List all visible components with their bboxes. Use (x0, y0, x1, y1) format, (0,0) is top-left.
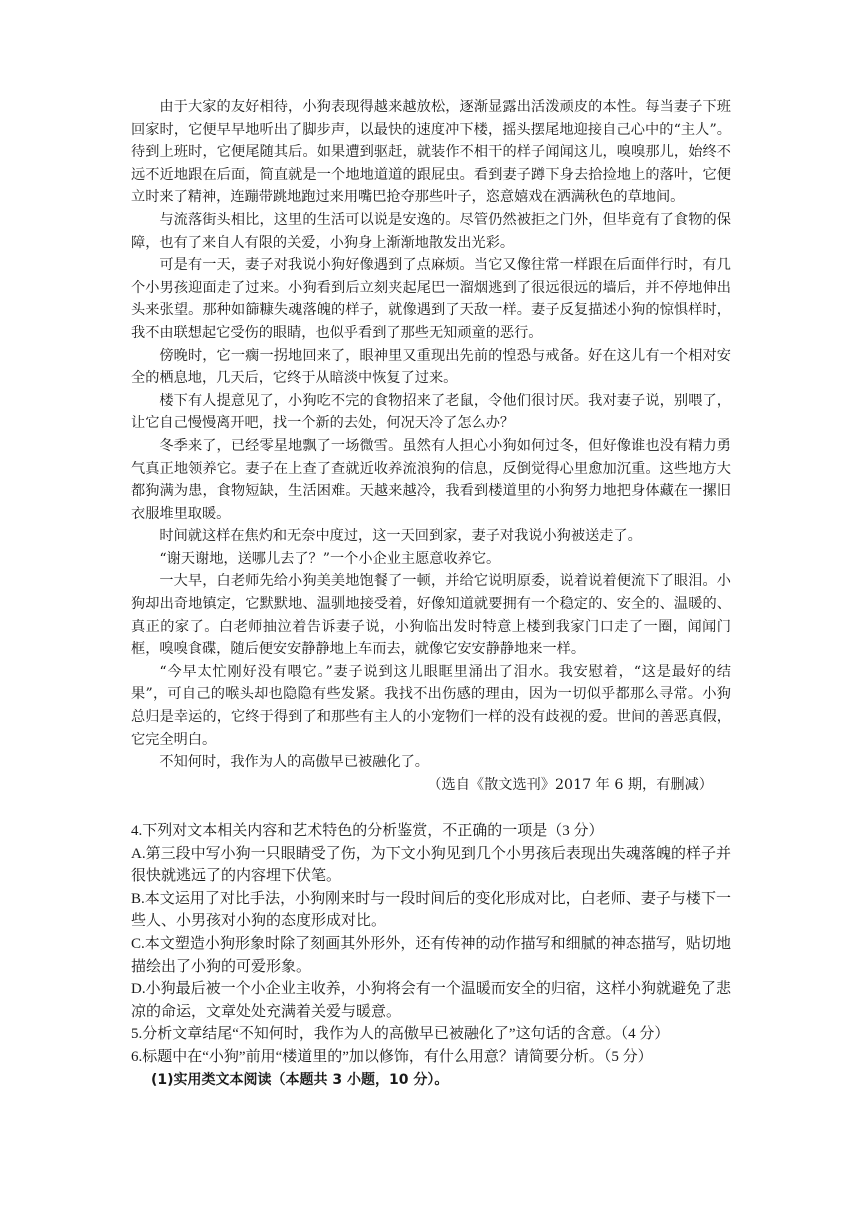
paragraph-10: “今早太忙刚好没有喂它。”妻子说到这儿眼眶里涌出了泪水。我安慰着，“这是最好的结果”，可自己的喉头却也隐隐有些发紧。我找不出伤感的理由，因为一切似乎都那么寻常。小狗总归是幸运的，它终于得到了和那些有主人的小宠物们一样的没有歧视的爱。世间的善恶真假，它完全明白。 (131, 663, 731, 748)
paragraph-8: “谢天谢地，送哪儿去了？”一个小企业主愿意收养它。 (159, 550, 501, 567)
paragraph-6: 冬季来了，已经零星地飘了一场微雪。虽然有人担心小狗如何过冬，但好像谁也没有精力勇气真正地领养它。妻子在上查了查就近收养流浪狗的信息，反倒觉得心里愈加沉重。这些地方大都狗满为患，食物短缺，生活困难。天越来越冷，我看到楼道里的小狗努力地把身体藏在一摞旧衣服堆里取暖。 (131, 437, 731, 522)
question-4-option-c: C.本文塑造小狗形象时除了刻画其外形外，还有传神的动作描写和细腻的神态描写，贴切地描绘出了小狗的可爱形象。 (131, 935, 731, 975)
paragraph-2: 与流落街头相比，这里的生活可以说是安逸的。尽管仍然被拒之门外，但毕竟有了食物的保障，也有了来自人有限的关爱，小狗身上渐渐地散发出光彩。 (131, 211, 731, 251)
source-citation: （选自《散文选刊》2017 年 6 期，有删减） (427, 776, 713, 793)
paragraph-4: 傍晚时，它一瘸一拐地回来了，眼神里又重现出先前的惶恐与戒备。好在这儿有一个相对安全的栖息地，几天后，它终于从暗淡中恢复了过来。 (131, 347, 731, 387)
section-heading: (1)实用类文本阅读（本题共 3 小题，10 分）。 (151, 1071, 449, 1088)
question-4-option-d: D.小狗最后被一个小企业主收养，小狗将会有一个温暖而安全的归宿，这样小狗就避免了悲凉的命运，文章处处充满着关爱与暖意。 (131, 981, 731, 1020)
paragraph-9: 一大早，白老师先给小狗美美地饱餐了一顿，并给它说明原委，说着说着便流下了眼泪。小狗却出奇地镇定，它默默地、温驯地接受着，好像知道就要拥有一个稳定的、安全的、温暖的、真正的家了。白老师抽泣着告诉妻子说，小狗临出发时特意上楼到我家门口走了一圈，闻闻门框，嗅嗅食碟，随后便安安静静地上车而去，就像它安安静静地来一样。 (131, 573, 731, 658)
question-4-stem: 4.下列对文本相关内容和艺术特色的分析鉴赏，不正确的一项是（3 分） (131, 823, 604, 839)
paragraph-3: 可是有一天，妻子对我说小狗好像遇到了点麻烦。当它又像往常一样跟在后面伴行时，有几个小男孩迎面走了过来。小狗看到后立刻夹起尾巴一溜烟逃到了很远很远的墙后，并不停地伸出头来张望。那种如篩糠失魂落魄的样子，就像遇到了天敌一样。妻子反复描述小狗的惊惧样时，我不由联想起它受伤的眼睛，也似乎看到了那些无知顽童的恶行。 (131, 257, 731, 341)
paragraph-7: 时间就这样在焦灼和无奈中度过，这一天回到家，妻子对我说小狗被送走了。 (159, 528, 642, 545)
question-6: 6.标题中在“小狗”前用“楼道里的”加以修饰，有什么用意？请简要分析。（5 分） (131, 1048, 653, 1065)
question-4-option-a: A.第三段中写小狗一只眼睛受了伤，为下文小狗见到几个小男孩后表现出失魂落魄的样子并很快就逃远了的内容埋下伏笔。 (131, 845, 731, 885)
question-4-option-b: B.本文运用了对比手法，小狗刚来时与一段时间后的变化形成对比，白老师、妻子与楼下一些人、小男孩对小狗的态度形成对比。 (131, 890, 731, 930)
paragraph-11: 不知何时，我作为人的高傲早已被融化了。 (159, 754, 429, 771)
question-5: 5.分析文章结尾“不知何时，我作为人的高傲早已被融化了”这句话的含意。（4 分） (131, 1026, 670, 1043)
paragraph-1: 由于大家的友好相待，小狗表现得越来越放松，逐渐显露出活泼顽皮的本性。每当妻子下班回家时，它便早早地听出了脚步声，以最快的速度冲下楼，摇头摆尾地迎接自己心中的“主人”。待到上班时，它便尾随其后。如果遭到驱赶，就装作不相干的样子闻闻这儿，嗅嗅那儿，始终不远不近地跟在后面，简直就是一个地地道道的跟屁虫。看到妻子蹲下身去拾捡地上的落叶，它便立时来了精神，连蹦带跳地跑过来用嘴巴抢夺那些叶子，恣意嬉戏在洒满秋色的草地间。 (131, 99, 731, 206)
questions-block (131, 820, 731, 1091)
paragraph-5: 楼下有人提意见了，小狗吃不完的食物招来了老鼠，令他们很讨厌。我对妻子说，别喂了，让它自己慢慢离开吧，找一个新的去处，何况天冷了怎么办？ (131, 392, 731, 432)
essay-body (131, 96, 731, 796)
